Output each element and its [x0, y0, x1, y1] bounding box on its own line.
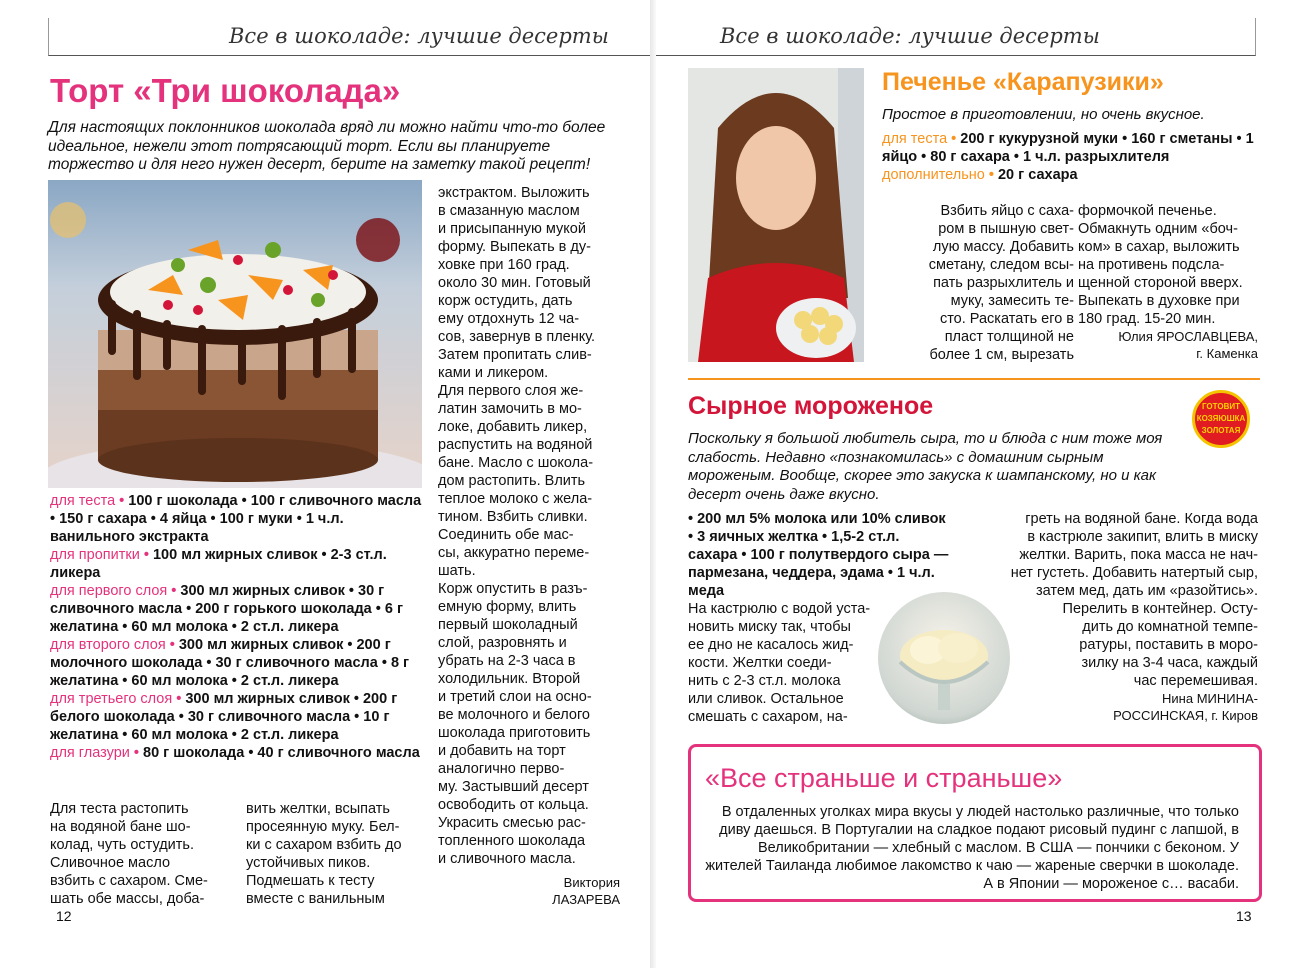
icecream-photo [878, 592, 1010, 724]
ingredient-group: для теста • 100 г шоколада • 100 г сливочного масла • 150 г сахара • 4 яйца • 100 г муки • 1 ч.л. ванильного экстракта [50, 493, 422, 545]
box-title: «Все страньше и страньше» [705, 763, 1063, 793]
method-column-1: Для теста растопить на водяной бане шо- колад, чуть остудить. Сливочное масло взбить с сахаром. Сме- шать обе массы, доба- [50, 801, 208, 907]
ingredient-group: для третьего слоя • 300 мл жирных сливок • 200 г белого шоколада • 30 г сливочного масла • 10 г желатина • 60 мл молока • 2 ст.л. ликера [50, 691, 398, 743]
author-photo [688, 68, 864, 362]
method-column-3: экстрактом. Выложить в смазанную маслом и присыпанную мукой форму. Выпекать в ду- ховке при 160 град. около 30 мин. Готовый корж остудить, дать ему отдохнуть 12 ча- сов, завернув в пленку. Затем пропитать слив- ками и ликером. Для первого слоя же- латин замочить в мо- локе, добавить ликер, распустить на водяной бане. Масло с шокола- дом растопить. Влить теплое молоко с жела- тином. Взбить сливки. Соединить обе мас- сы, аккуратно переме- шать. Корж опустить в разъ- емную форму, влить первый шоколадный слой, разровнять и убрать на 2-3 часа в холодильник. Второй и третий слои на осно- ве молочного и белого шоколада приготовить и добавить на торт аналогично перво- му. Застывший десерт освободить от кольца. Украсить смесью рас- топленного шоколада и сливочного масла. [438, 185, 596, 867]
cookie-title: Печенье «Карапузики» [882, 68, 1164, 96]
ingredients-list [50, 492, 422, 762]
recipe-title: Торт «Три шоколада» [50, 72, 401, 109]
sidebar-box [688, 744, 1262, 902]
cookie-method-2: формочкой печенье. Обмакнуть одним «боч- ком» в сахар, выложить на противень подсла- щенной стороной вверх. Выпекать в духовке при 180 град. 15-20 мин. [1078, 203, 1243, 327]
cookie-author: Юлия ЯРОСЛАВЦЕВА, г. Каменка [1118, 329, 1258, 361]
icecream-intro: Поскольку я большой любитель сыра, то и блюда с ним тоже моя слабость. Недавно «познакомилась» с домашним сырным мороженым. Вообще, скорее это закуска к шампанскому, но и как десерт очень даже вкусно. [688, 430, 1163, 503]
ingredient-label: для глазури [50, 745, 130, 761]
ingredient-items: 100 мл жирных сливок • 2-3 ст.л. ликера [50, 547, 387, 581]
ingredient-label: для третьего слоя [50, 691, 173, 707]
cookie-method-1: Взбить яйцо с саха- ром в пышную свет- лую массу. Добавить сметану, следом всы- пать разрыхлитель и муку, замесить те- сто. Раскатать его в пласт толщиной не более 1 см, вырезать [928, 203, 1074, 363]
ingredient-label: для теста [50, 493, 116, 509]
chef-badge: ГОТОВИТ КОЗЯЮШКА ЗОЛОТАЯ [1192, 390, 1250, 448]
page-number: 12 [56, 908, 72, 924]
ingredient-group: для первого слоя • 300 мл жирных сливок • 30 г сливочного масла • 200 г горького шоколада • 6 г желатина • 60 мл молока • 2 ст.л. ликера [50, 583, 403, 635]
ingredient-items: 300 мл жирных сливок • 200 г белого шоколада • 30 г сливочного масла • 10 г желатина • 60 мл молока • 2 ст.л. ликера [50, 691, 398, 743]
section-divider [688, 378, 1260, 380]
ingredient-items: 300 мл жирных сливок • 30 г сливочного масла • 200 г горького шоколада • 6 г желатина • 60 мл молока • 2 ст.л. ликера [50, 583, 403, 635]
ingredient-label: для первого слоя [50, 583, 168, 599]
ingredient-items: 100 г шоколада • 100 г сливочного масла • 150 г сахара • 4 яйца • 100 г муки • 1 ч.л. ванильного экстракта [50, 493, 422, 545]
cake-photo [48, 180, 422, 488]
right-page [656, 0, 1306, 968]
running-head: Все в шоколаде: лучшие десерты [48, 18, 650, 56]
icecream-method-1: На кастрюлю с водой уста- новить миску так, чтобы ее дно не касалось жид- кости. Желтки соеди- нить с 2-3 ст.л. молока или сливок. Остальное смешать с сахаром, на- [688, 601, 871, 725]
icecream-method-2: греть на водяной бане. Когда вода в кастрюле закипит, влить в миску желтки. Варить, пока масса не нач- нет густеть. Добавить натертый сыр, затем мед, дать им «разойтись». Перелить в контейнер. Осту- дить до комнатной темпе- ратуры, поставить в моро- зилку на 3-4 часа, каждый час перемешивая. [1010, 511, 1258, 689]
ingredient-label: для теста [882, 131, 948, 147]
box-text: В отдаленных уголках мира вкусы у людей настолько различные, что только диву даешься. В Португалии на сладкое подают рисовый пудинг с лапшой, в Великобритании — хлебный с маслом. В США — пончики с беконом. У жителей Таиланда любимое лакомство к чаю — жареные сверчки в шоколаде. А в Японии — мороженое с… васаби. [705, 804, 1239, 892]
page-number: 13 [1236, 908, 1252, 924]
running-head: Все в шоколаде: лучшие десерты [656, 18, 1256, 56]
icecream-ingredients: • 200 мл 5% молока или 10% сливок • 3 яичных желтка • 1,5-2 ст.л. сахара • 100 г полутвердого сыра — пармезана, чеддера, эдама • 1 ч.л. меда [688, 511, 949, 599]
icecream-title: Сырное мороженое [688, 392, 934, 420]
recipe-author: Виктория ЛАЗАРЕВА [552, 875, 620, 907]
icecream-author: Нина МИНИНА- РОССИНСКАЯ, г. Киров [1113, 691, 1258, 723]
ingredient-items: 200 г кукурузной муки • 160 г сметаны • 1 яйцо • 80 г сахара • 1 ч.л. разрыхлителя [882, 131, 1254, 165]
ingredient-label: для второго слоя [50, 637, 166, 653]
recipe-intro: Для настоящих поклонников шоколада вряд ли можно найти что-то более идеальное, нежели этот потрясающий торт. Если вы планируете торжество и для него нужен десерт, берите на заметку такой рецепт! [48, 119, 606, 173]
left-page [0, 0, 650, 968]
ingredient-items: 300 мл жирных сливок • 200 г молочного шоколада • 30 г сливочного масла • 8 г желатина • 60 мл молока • 2 ст.л. ликера [50, 637, 410, 689]
ingredient-label: дополнительно [882, 167, 985, 183]
ingredient-items: 80 г шоколада • 40 г сливочного масла [143, 745, 420, 761]
cookie-ingredients: для теста • 200 г кукурузной муки • 160 г сметаны • 1 яйцо • 80 г сахара • 1 ч.л. разрыхлителя дополнительно • 20 г сахара [882, 131, 1254, 183]
cookie-intro: Простое в приготовлении, но очень вкусное. [882, 106, 1205, 123]
ingredient-group: для пропитки • 100 мл жирных сливок • 2-3 ст.л. ликера [50, 547, 387, 581]
ingredient-group: для глазури • 80 г шоколада • 40 г сливочного масла [50, 745, 420, 761]
method-column-2: вить желтки, всыпать просеянную муку. Бел- ки с сахаром взбить до устойчивых пиков. Подмешать к тесту вместе с ванильным [246, 801, 402, 907]
ingredient-items: 20 г сахара [997, 167, 1078, 183]
ingredient-group: для второго слоя • 300 мл жирных сливок • 200 г молочного шоколада • 30 г сливочного масла • 8 г желатина • 60 мл молока • 2 ст.л. ликера [50, 637, 410, 689]
ingredient-label: для пропитки [50, 547, 140, 563]
